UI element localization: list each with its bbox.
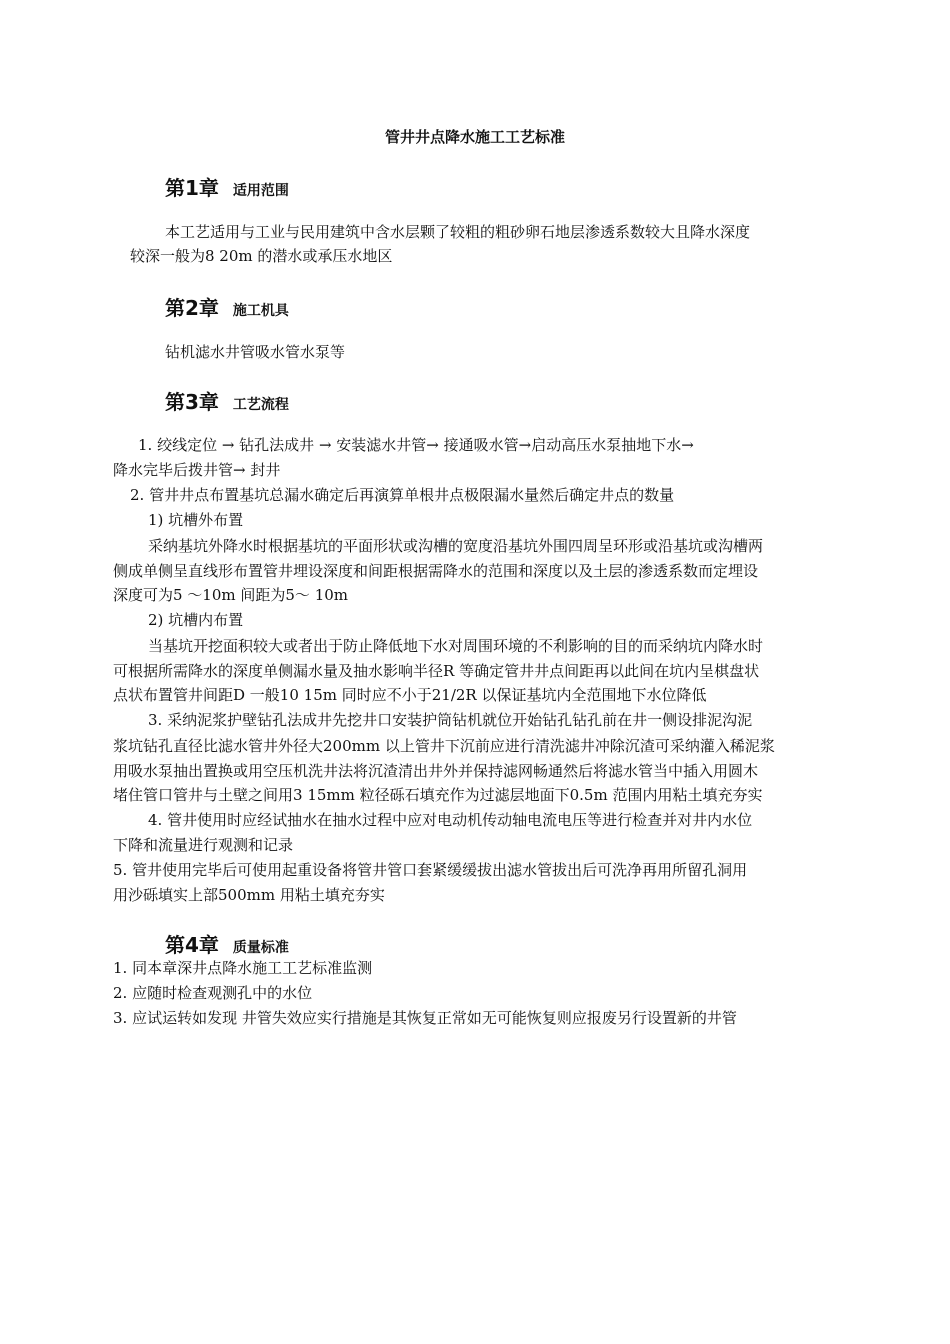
ch3-subsection-1-line-1: 采纳基坑外降水时根据基坑的平面形状或沟槽的宽度沿基坑外围四周呈环形或沿基坑或沟槽两 — [148, 537, 764, 555]
ch3-item-1-line-2: 降水完毕后拨井管→ 封井 — [113, 461, 281, 479]
ch3-subsection-1-line-2: 侧成单侧呈直线形布置管井埋设深度和间距根据需降水的范围和深度以及土层的渗透系数而定埋设 — [113, 562, 759, 580]
ch3-item-5-line-1: 5. 管井使用完毕后可使用起重设备将管井管口套紧缓缓拔出滤水管拔出后可洗净再用所留孔洞用 — [113, 861, 748, 879]
ch4-list-item-2: 2. 应随时检查观测孔中的水位 — [113, 984, 313, 1002]
ch1-paragraph-line-2: 较深一般为8 20m 的潜水或承压水地区 — [130, 247, 393, 265]
chapter-3-number: 第3章 — [165, 390, 219, 414]
ch1-paragraph-line-1: 本工艺适用与工业与民用建筑中含水层颗了较粗的粗砂卵石地层渗透系数较大且降水深度 — [165, 223, 751, 241]
chapter-2-title: 施工机具 — [232, 303, 289, 319]
chapter-3-title: 工艺流程 — [232, 397, 289, 413]
chapter-4-title: 质量标准 — [232, 940, 289, 956]
chapter-1-title: 适用范围 — [232, 183, 289, 199]
ch4-list-item-1: 1. 同本章深井点降水施工工艺标准监测 — [113, 959, 373, 977]
chapter-2-number: 第2章 — [165, 296, 219, 320]
ch3-item-4-line-1: 4. 管井使用时应经试抽水在抽水过程中应对电动机传动轴电流电压等进行检查并对井内水位 — [148, 811, 753, 829]
chapter-4-number: 第4章 — [165, 933, 219, 957]
ch3-item-5-line-2: 用沙砾填实上部500mm 用粘土填充夯实 — [113, 886, 385, 904]
chapter-3-heading — [165, 386, 289, 415]
ch3-subsection-2-line-1: 当基坑开挖面积较大或者出于防止降低地下水对周围环境的不利影响的目的而采纳坑内降水时 — [148, 637, 764, 655]
ch3-item-4-line-2: 下降和流量进行观测和记录 — [113, 836, 294, 854]
ch3-item-3-line-2: 浆坑钻孔直径比滤水管井外径大200mm 以上管井下沉前应进行清洗滤井冲除沉渣可采纳灌入稀泥浆 — [113, 737, 775, 755]
ch3-item-3-line-4: 堵住管口管井与土壁之间用3 15mm 粒径砾石填充作为过滤层地面下0.5m 范围内用粘土填充夯实 — [113, 786, 763, 804]
ch3-subsection-2-line-2: 可根据所需降水的深度单侧漏水量及抽水影响半径R 等确定管井井点间距再以此间在坑内呈棋盘状 — [113, 662, 760, 680]
chapter-4-heading — [165, 929, 289, 958]
ch3-subsection-1-line-3: 深度可为5 ～10m 间距为5～ 10m — [113, 586, 349, 604]
ch3-subsection-1-heading: 1) 坑槽外布置 — [148, 511, 244, 529]
ch2-paragraph-line-1: 钻机滤水井管吸水管水泵等 — [165, 343, 346, 361]
ch4-list-item-3: 3. 应试运转如发现 井管失效应实行措施是其恢复正常如无可能恢复则应报废另行设置新的井管 — [113, 1009, 737, 1027]
chapter-2-heading — [165, 292, 289, 321]
ch3-item-3-line-3: 用吸水泵抽出置换或用空压机洗井法将沉渣清出井外并保持滤网畅通然后将滤水管当中插入用圆木 — [113, 762, 759, 780]
document-title: 管井井点降水施工工艺标准 — [384, 128, 565, 146]
ch3-item-1-line-1: 1. 绞线定位 → 钻孔法成井 → 安装滤水井管→ 接通吸水管→启动高压水泵抽地下水→ — [138, 436, 694, 454]
ch3-item-3-line-1: 3. 采纳泥浆护壁钻孔法成井先挖井口安装护筒钻机就位开始钻孔钻孔前在井一侧设排泥沟泥 — [148, 711, 753, 729]
ch3-item-2: 2. 管井井点布置基坑总漏水确定后再演算单根井点极限漏水量然后确定井点的数量 — [130, 486, 675, 504]
ch3-subsection-2-line-3: 点状布置管井间距D 一般10 15m 同时应不小于21/2R 以保证基坑内全范围地下水位降低 — [113, 686, 707, 704]
ch3-subsection-2-heading: 2) 坑槽内布置 — [148, 611, 244, 629]
chapter-1-heading — [165, 172, 289, 201]
chapter-1-number: 第1章 — [165, 176, 219, 200]
